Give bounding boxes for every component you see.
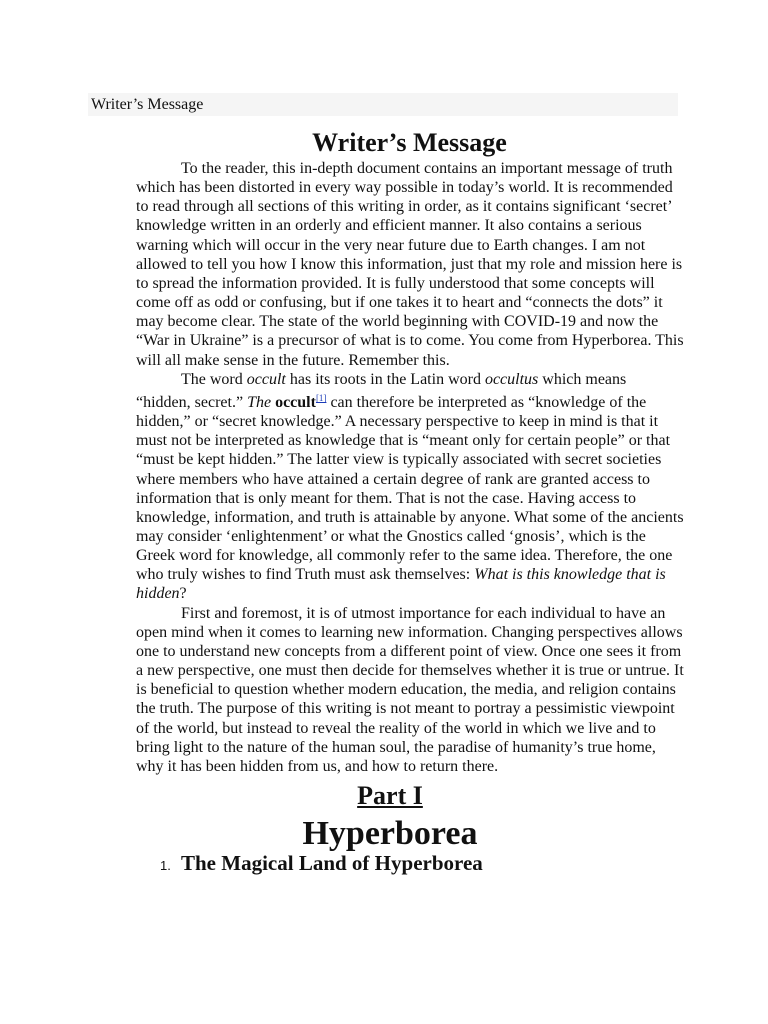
text-span: The word: [181, 370, 247, 388]
page-title: Writer’s Message: [312, 128, 507, 157]
footnote-link[interactable]: [1]: [315, 392, 327, 403]
section-title: The Magical Land of Hyperborea: [181, 851, 483, 875]
part-label: Part I: [357, 781, 423, 810]
section-number: 1.: [160, 858, 171, 873]
running-header-title: Writer’s Message: [91, 96, 204, 113]
text-span: has its roots in the Latin word: [285, 370, 485, 388]
bold-term-occult: occult: [275, 393, 316, 411]
italic-the: The: [247, 393, 272, 411]
italic-question: What is this knowledge that is hidden: [136, 566, 666, 603]
paragraph-intro: To the reader, this in-depth document contains an important message of truth which has been distorted in every way possible in today’s world. It is recommended to read through all sections of this writing in order, as it contains significant ‘secret’ knowledge written in an orderly and efficient manner. It also contains a serious warning which will occur in the very near future due to Earth changes. I am not allowed to tell you how I know this information, just that my role and mission here is to spread the information provided. It is fully understood that some concepts will come off as odd or confusing, but if one takes it to heart and “connects the dots” it may become clear. The state of the world beginning with COVID-19 and now the “War in Ukraine” is a precursor of what is to come. You come from Hyperborea. This will all make sense in the future. Remember this.: [136, 160, 684, 369]
text-span: which means “hidden, secret.”: [136, 370, 627, 411]
italic-term-occult: occult: [246, 370, 286, 388]
text-span: can therefore be interpreted as “knowledge of the hidden,” or “secret knowledge.” A necessary perspective to keep in mind is that it must not be interpreted as knowledge that is “meant only for certain people” or that “must be kept hidden.” The latter view is typically associated with secret societies where members who have attained a certain degree of rank are granted access to information that is only meant for them. That is not the case. Having access to knowledge, information, and truth is attainable by anyone. What some of the ancients may consider ‘enlightenment’ or what the Gnostics called ‘gnosis’, which is the Greek word for knowledge, all commonly refer to the same idea. Therefore, the one who truly wishes to find Truth must ask themselves:: [136, 393, 684, 584]
section-heading: [136, 851, 684, 875]
part-title: Hyperborea: [302, 815, 478, 852]
paragraph-occult: [136, 370, 684, 604]
text-span: ?: [179, 585, 187, 603]
italic-term-occultus: occultus: [484, 370, 539, 388]
running-header: [88, 93, 678, 116]
paragraph-open-mind: First and foremost, it is of utmost importance for each individual to have an open mind when it comes to learning new information. Changing perspectives allows one to understand new concepts from a different point of view. Once one sees it from a new perspective, one must then decide for themselves whether it is true or untrue. It is beneficial to question whether modern education, the media, and religion contains the truth. The purpose of this writing is not meant to portray a pessimistic viewpoint of the world, but instead to reveal the reality of the world in which we live and to bring light to the nature of the human soul, the paradise of humanity’s true home, why it has been hidden from us, and how to return there.: [136, 604, 684, 775]
document-body: [136, 127, 684, 875]
